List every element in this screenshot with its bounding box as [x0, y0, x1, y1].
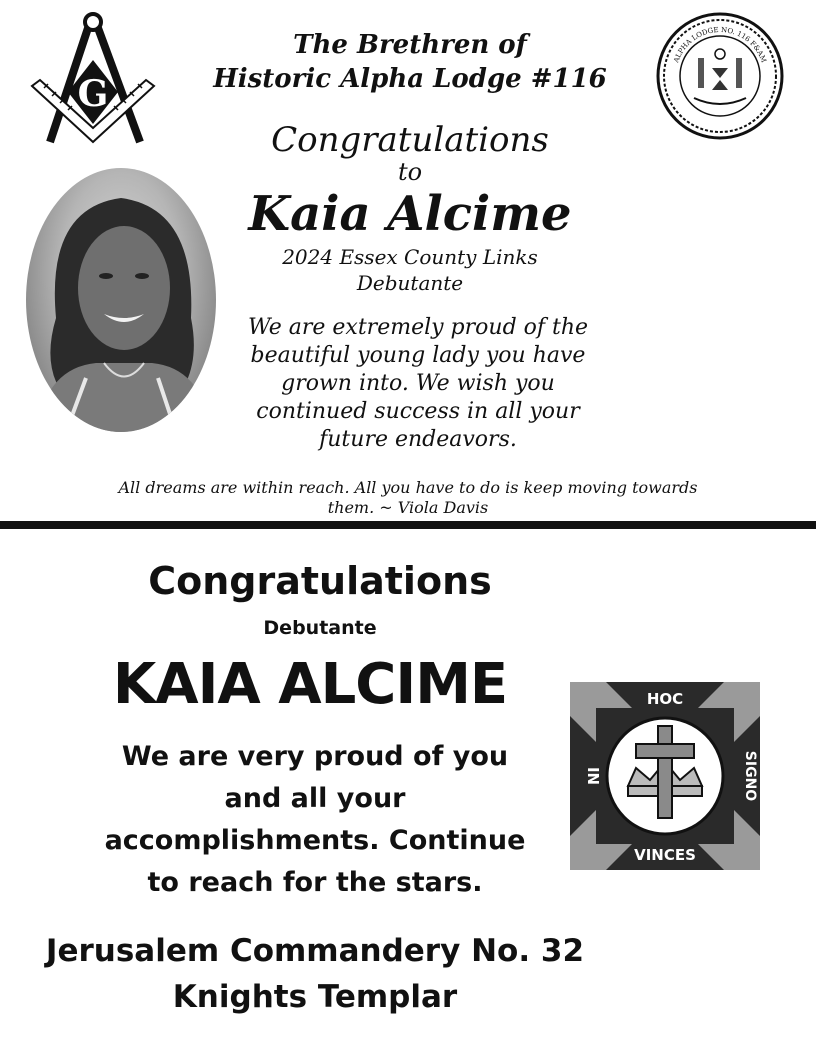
to-text: to [397, 158, 423, 186]
commandery-congratulations-heading: Congratulations [148, 559, 492, 603]
honoree-name-caps: KAIA ALCIME [112, 652, 508, 717]
event-title-line-1: 2024 Essex County Links [282, 245, 538, 269]
emblem-word-top: HOC [646, 690, 684, 708]
quote-line-1: All dreams are within reach. All you have to do is keep moving towards [118, 478, 698, 497]
lodge-message-line: continued success in all your [256, 399, 580, 424]
commandery-message-line: to reach for the stars. [147, 867, 483, 898]
event-title [205, 244, 615, 296]
section-divider [0, 521, 816, 529]
commandery-message-line: accomplishments. Continue [104, 825, 526, 856]
compass-letter: G [77, 73, 109, 115]
lodge-seal-icon [654, 12, 786, 140]
square-and-compass-icon [30, 10, 156, 146]
honoree-name: Kaia Alcime [248, 186, 572, 242]
commandery-message [100, 736, 530, 904]
knights-templar-emblem-icon [566, 678, 764, 874]
lodge-title [170, 28, 650, 96]
seal-text: ALPHA LODGE NO. 116 F&AM [672, 25, 768, 64]
lodge-message-line: beautiful young lady you have [250, 343, 586, 368]
commandery-order: Knights Templar [172, 979, 458, 1015]
lodge-message-line: future endeavors. [319, 427, 517, 452]
commandery-signature [30, 928, 600, 1020]
honoree-portrait [26, 168, 216, 432]
event-title-line-2: Debutante [356, 271, 464, 295]
emblem-word-right: SIGNO [742, 750, 758, 802]
lodge-title-line-1: The Brethren of [293, 30, 527, 60]
lodge-title-line-2: Historic Alpha Lodge #116 [213, 64, 607, 94]
lodge-message [218, 314, 618, 454]
commandery-name: Jerusalem Commandery No. 32 [45, 933, 585, 969]
lodge-message-line: We are extremely proud of the [247, 315, 589, 340]
commandery-message-line: and all your [224, 783, 406, 814]
congratulations-heading: Congratulations [271, 120, 549, 160]
emblem-word-left: IN [584, 766, 602, 786]
viola-davis-quote [30, 478, 786, 518]
lodge-message-line: grown into. We wish you [281, 371, 555, 396]
quote-line-2: them. ~ Viola Davis [327, 498, 489, 517]
debutante-subtitle: Debutante [263, 617, 377, 639]
emblem-word-bottom: VINCES [634, 846, 696, 864]
commandery-message-line: We are very proud of you [121, 741, 509, 772]
